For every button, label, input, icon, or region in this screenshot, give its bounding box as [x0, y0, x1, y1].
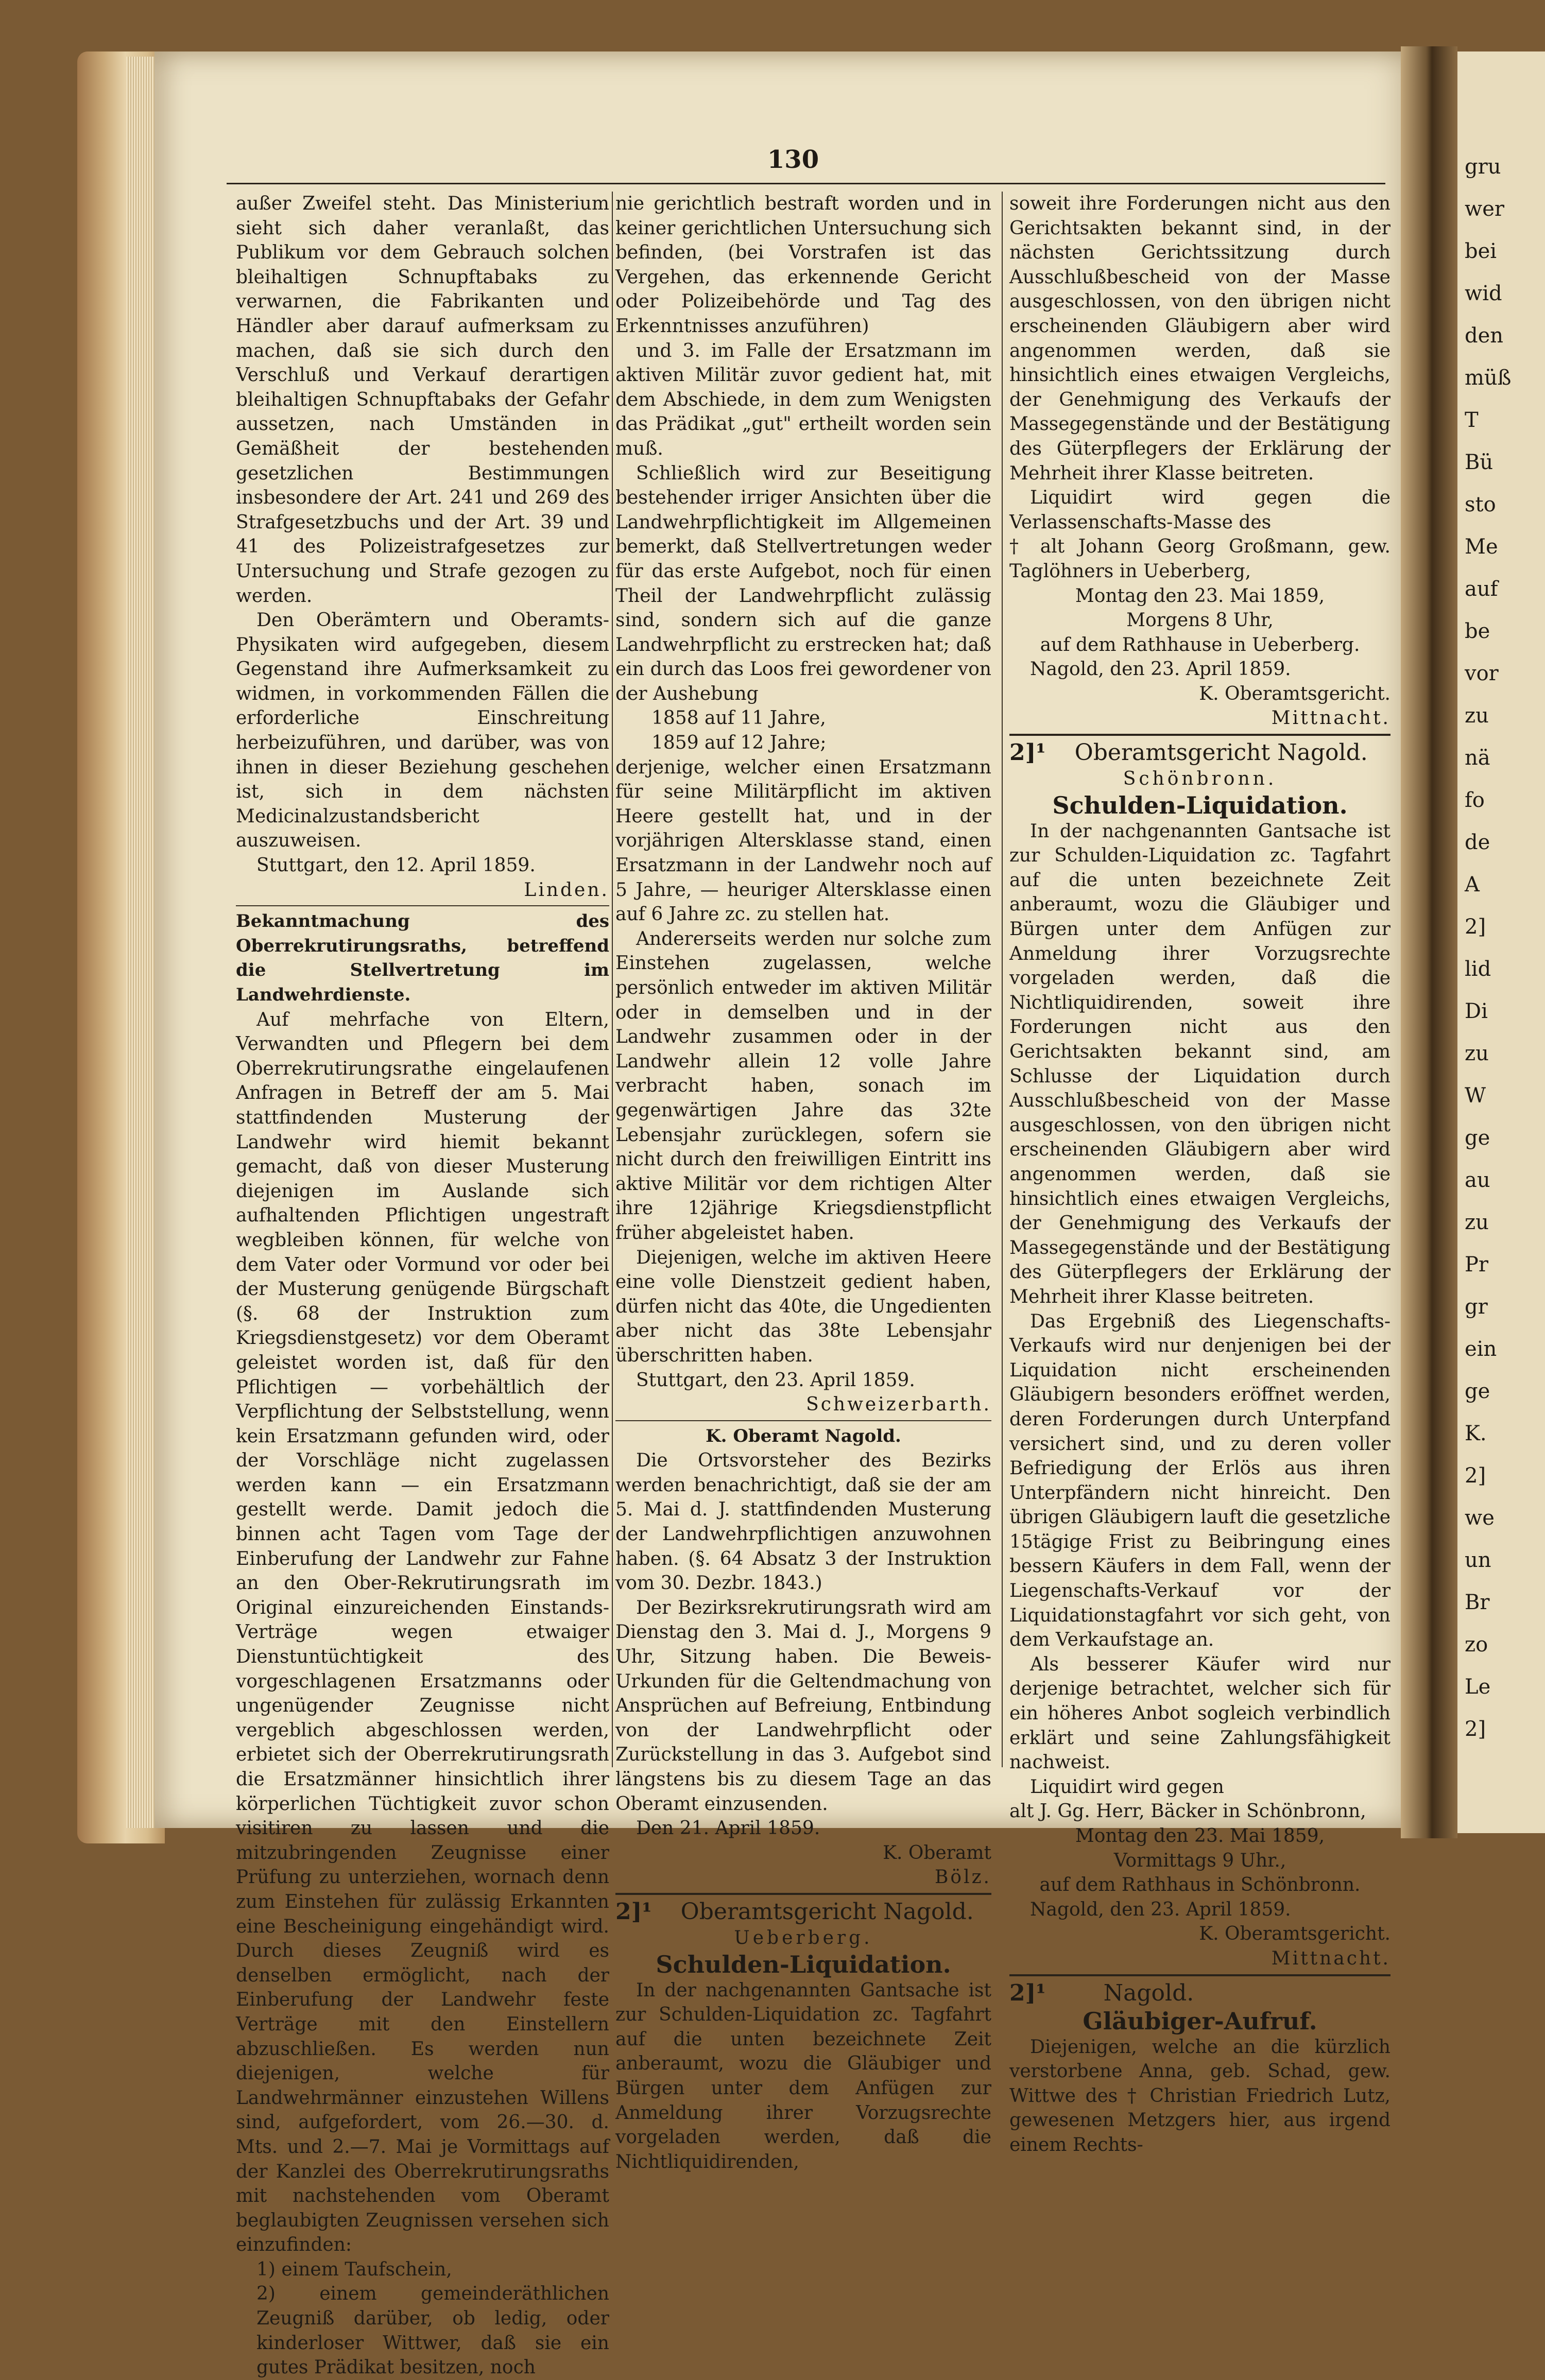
list-item: 1) einem Taufschein, — [256, 2258, 452, 2280]
section-rule — [1009, 734, 1390, 736]
facing-page-fragment: zo — [1465, 1633, 1488, 1657]
facing-page-fragment: un — [1465, 1548, 1491, 1572]
paragraph: außer Zweifel steht. Das Ministerium sieht sich daher veranlaßt, das Publikum vor dem Gebrauch solchen bleihaltigen Schnupftabaks zu verwarnen, die Fabrikanten und Händler aber darauf aufmerksam zu machen, daß sie sich durch den Verschluß und Verkauf derartigen bleihaltigen Schnupftabaks der Gefahr aussetzen, nach Umständen in Gemäßheit der bestehenden gesetzlichen Bestimmungen insbesondere der Art. 241 und 269 des Strafgesetzbuchs und der Art. 39 und 41 des Polizeistrafgesetzes zur Untersuchung und Strafe gezogen zu werden. — [236, 193, 609, 607]
section-rule — [1009, 1974, 1390, 1976]
dateline: Nagold, den 23. April 1859. — [1030, 1899, 1291, 1920]
facing-page — [1457, 51, 1545, 1833]
facing-page-fragment: we — [1465, 1506, 1495, 1530]
signature: Bölz. — [934, 1867, 991, 1888]
location-line: auf dem Rathhause in Ueberberg. — [1040, 634, 1360, 656]
facing-page-fragment: 2] — [1465, 915, 1486, 939]
place-name: Nagold. — [1103, 1979, 1194, 2006]
facing-page-fragment: auf — [1465, 577, 1498, 601]
paragraph: Diejenigen, welche im aktiven Heere eine volle Dienstzeit gedient haben, dürfen nicht das 40te, die Ungedienten aber nicht das 38te Lebensjahr überschritten haben. — [615, 1247, 991, 1366]
book-gutter — [1401, 46, 1457, 1838]
facing-page-fragment: gr — [1465, 1295, 1488, 1319]
facing-page-fragment: nä — [1465, 746, 1490, 770]
facing-page-fragment: Pr — [1465, 1253, 1489, 1277]
list-line: 1858 auf 11 Jahre, — [651, 708, 826, 729]
paragraph: Liquidirt wird gegen — [1030, 1776, 1224, 1798]
list-item: 2) einem gemeinderäthlichen Zeugniß darüber, ob ledig, oder kinderloser Wittwer, daß sie ein gutes Prädikat besitzen, noch — [256, 2283, 609, 2378]
list-line: 1859 auf 12 Jahre; — [651, 732, 827, 754]
schedule-line: Vormittags 9 Uhr., — [1113, 1850, 1286, 1871]
facing-page-fragment: be — [1465, 619, 1490, 643]
signature: Schweizerbarth. — [806, 1394, 991, 1416]
column-divider — [1002, 192, 1003, 1767]
signature: K. Oberamtsgericht. — [1199, 1923, 1390, 1945]
notice-title: Gläubiger-Aufruf. — [1083, 2007, 1317, 2035]
notice-title: Schulden-Liquidation. — [1052, 791, 1348, 819]
facing-page-fragment: zu — [1465, 1042, 1489, 1065]
facing-page-fragment: 2] — [1465, 1464, 1486, 1488]
facing-page-fragment: ge — [1465, 1126, 1490, 1150]
paragraph: nie gerichtlich bestraft worden und in keiner gerichtlichen Untersuchung sich befinden, (bei Vorstrafen ist das Vergehen, das erkennende Gericht oder Polizeibehörde und Tag des Erkenntnisses anzuführen) — [615, 193, 991, 337]
paragraph: Liquidirt wird gegen die Verlassenschafts-Masse des — [1009, 487, 1390, 533]
signature: Mittnacht. — [1271, 1947, 1390, 1969]
facing-page-fragment: Bü — [1465, 451, 1494, 474]
notice-number: 2]¹ — [1009, 739, 1046, 766]
paragraph: Als besserer Käufer wird nur derjenige betrachtet, welcher sich für ein höheres Anbot sogleich verbindlich erklärt und seine Zahlungsfähigkeit nachweist. — [1009, 1653, 1390, 1773]
court-name: Oberamtsgericht Nagold. — [1074, 739, 1368, 766]
facing-page-fragment: fo — [1465, 788, 1485, 812]
facing-page-fragment: K. — [1465, 1422, 1487, 1445]
schedule-line: Morgens 8 Uhr, — [1126, 610, 1274, 631]
location-line: auf dem Rathhaus in Schönbronn. — [1039, 1874, 1361, 1896]
column-1 — [236, 192, 609, 2378]
notice-title: Schulden-Liquidation. — [656, 1950, 951, 1978]
paragraph: derjenige, welcher einen Ersatzmann für seine Militärpflicht im aktiven Heere gestellt hat, und in der vorjährigen Altersklasse stand, einen Ersatzmann in der Landwehr noch auf 5 Jahre, — heuriger Altersklasse einen auf 6 Jahre zc. zu stellen hat. — [615, 756, 991, 925]
paragraph: Das Ergebniß des Liegenschafts-Verkaufs wird nur denjenigen bei der Liquidation nicht erscheinenden Gläubigern besonders eröffnet werden, deren Forderungen durch Unterpfand versichert sind, und zu deren voller Befriedigung der Erlös aus ihren Unterpfändern nicht hinreicht. Den übrigen Gläubigern lauft die gesetzliche 15tägige Frist zu Beibringung eines bessern Käufers in dem Fall, wenn der Liegenschafts-Verkauf vor der Liquidationstagfahrt vor sich geht, von dem Verkaufstage an. — [1009, 1310, 1390, 1651]
court-name: Oberamtsgericht Nagold. — [680, 1898, 974, 1925]
facing-page-fragment: vor — [1465, 662, 1499, 685]
signature: K. Oberamtsgericht. — [1199, 683, 1390, 704]
facing-page-fragment: wer — [1465, 197, 1505, 221]
court-heading — [615, 1898, 991, 1926]
facing-page-fragment: sto — [1465, 493, 1496, 516]
facing-page-fragment: au — [1465, 1168, 1490, 1192]
header-rule — [227, 183, 1385, 184]
dateline: Stuttgart, den 12. April 1859. — [256, 855, 536, 876]
section-rule — [615, 1893, 991, 1895]
column-divider — [612, 192, 613, 1767]
facing-page-fragment: ge — [1465, 1379, 1490, 1403]
facing-page-fragment: Le — [1465, 1675, 1491, 1699]
facing-page-fragment: de — [1465, 831, 1490, 854]
paragraph: † alt Johann Georg Großmann, gew. Taglöhners in Ueberberg, — [1009, 536, 1390, 582]
column-3 — [1009, 192, 1390, 2155]
section-heading: Bekanntmachung des Oberrekrutirungsraths, betreffend die Stellvertretung im Landwehrdienste. — [236, 911, 609, 1005]
paragraph: In der nachgenannten Gantsache ist zur Schulden-Liquidation zc. Tagfahrt auf die unten bezeichnete Zeit anberaumt, wozu die Gläubiger und Bürgen unter dem Anfügen zur Anmeldung ihrer Vorzugsrechte vorgeladen werden, daß die Nichtliquidirenden, soweit ihre Forderungen nicht aus den Gerichtsakten bekannt sind, am Schlusse der Liquidation durch Ausschlußbescheid von der Masse ausgeschlossen, von den übrigen nicht erscheinenden Gläubigern aber wird angenommen werden, daß sie hinsichtlich eines etwaigen Vergleichs, der Genehmigung des Verkaufs der Massegegenstände und der Bestätigung des Güterpflegers der Erklärung der Mehrheit ihrer Klasse beitreten. — [1009, 820, 1390, 1307]
facing-page-fragment: Di — [1465, 999, 1488, 1023]
dateline: Stuttgart, den 23. April 1859. — [636, 1369, 915, 1391]
notice-number: 2]¹ — [615, 1898, 652, 1925]
paragraph: In der nachgenannten Gantsache ist zur Schulden-Liquidation zc. Tagfahrt auf die unten bezeichnete Zeit anberaumt, wozu die Gläubiger und Bürgen unter dem Anfügen zur Anmeldung ihrer Vorzugsrechte vorgeladen werden, daß die Nichtliquidirenden, — [615, 1979, 991, 2172]
section-rule — [615, 1420, 991, 1421]
facing-page-fragment: bei — [1465, 239, 1497, 263]
paragraph: Den Oberämtern und Oberamts-Physikaten wird aufgegeben, diesem Gegenstand ihre Aufmerksamkeit zu widmen, in vorkommenden Fällen die erforderliche Einschreitung herbeizuführen, und darüber, was von ihnen in dieser Beziehung geschehen ist, sich in dem nächsten Medicinalzustandsbericht auszuweisen. — [236, 610, 609, 852]
section-heading: K. Oberamt Nagold. — [706, 1425, 901, 1446]
paragraph: Der Bezirksrekrutirungsrath wird am Dienstag den 3. Mai d. J., Morgens 9 Uhr, Sitzung haben. Die Beweis-Urkunden für die Geltendmachung von Ansprüchen auf Befreiung, Entbindung von der Landwehrpflicht oder Zurückstellung in das 3. Aufgebot sind längstens bis zu diesem Tage an das Oberamt einzusenden. — [615, 1597, 991, 1815]
facing-page-fragment: lid — [1465, 957, 1491, 981]
facing-page-fragment: W — [1465, 1084, 1486, 1108]
facing-page-fragment: zu — [1465, 1211, 1489, 1234]
paragraph: Auf mehrfache von Eltern, Verwandten und Pflegern bei dem Oberrekrutirungsrathe eingelaufenen Anfragen in Betreff der am 5. Mai stattfindenden Musterung der Landwehr wird hiemit bekannt gemacht, daß von dieser Musterung diejenigen im Auslande sich aufhaltenden Pflichtigen ungestraft wegbleiben können, für welche von dem Vater oder Vormund vor oder bei der Musterung genügende Bürgschaft (§. 68 der Instruktion zum Kriegsdienstgesetz) vor dem Oberamt geleistet worden ist, daß für den Pflichtigen — vorbehältlich der Verpflichtung der Selbststellung, wenn kein Ersatzmann gefunden wird, oder der Vorschläge nicht zugelassen werden kann — ein Ersatzmann gestellt werde. Damit jedoch die binnen acht Tagen vom Tage der Einberufung der Landwehr zur Fahne an den Ober-Rekrutirungsrath im Original einzureichenden Einstands-Verträge wegen etwaiger Dienstuntüchtigkeit des vorgeschlagenen Ersatzmanns oder ungenügender Zeugnisse nicht vergeblich abgeschlossen werden, erbietet sich der Oberrekrutirungsrath die Ersatzmänner hinsichtlich ihrer körperlichen Tüchtigkeit zuvor schon visitiren zu lassen und die mitzubringenden Zeugnisse einer Prüfung zu unterziehen, wornach denn zum Einstehen für zulässig Erkannten eine Bescheinigung eingehändigt wird. Durch dieses Zeugniß wird es denselben ermöglicht, nach der Einberufung der Landwehr feste Verträge mit den Einstellern abzuschließen. Es werden nun diejenigen, welche für Landwehrmänner einzustehen Willens sind, aufgefordert, vom 26.—30. d. Mts. und 2.—7. Mai je Vormittags auf der Kanzlei des Oberrekrutirungsraths mit nachstehenden vom Oberamt beglaubigten Zeugnissen versehen sich einzufinden: — [236, 1009, 609, 2256]
facing-page-fragment: gru — [1465, 155, 1501, 179]
paragraph: Diejenigen, welche an die kürzlich verstorbene Anna, geb. Schad, gew. Wittwe des † Christian Friedrich Lutz, gewesenen Metzgers hier, aus irgend einem Rechts- — [1009, 2036, 1390, 2155]
section-rule — [236, 905, 609, 906]
schedule-line: Montag den 23. Mai 1859, — [1075, 585, 1325, 607]
notice-number: 2]¹ — [1009, 1979, 1046, 2006]
place-name: Schönbronn. — [1123, 768, 1277, 790]
court-heading — [1009, 1979, 1390, 2007]
facing-page-fragment: T — [1465, 408, 1479, 432]
place-name: Ueberberg. — [734, 1927, 873, 1948]
court-heading — [1009, 739, 1390, 767]
paragraph: Andererseits werden nur solche zum Einstehen zugelassen, welche persönlich entweder im aktiven Militär oder in demselben und in der Landwehr zusammen oder in der Landwehr allein 12 volle Jahre verbracht haben, sonach im gegenwärtigen Jahre das 32te Lebensjahr zurücklegen, sofern sie nicht durch den freiwilligen Eintritt ins aktive Militär vor dem richtigen Alter ihre 12jährige Kriegsdienstpflicht früher abgeleistet haben. — [615, 928, 991, 1244]
paragraph: soweit ihre Forderungen nicht aus den Gerichtsakten bekannt sind, in der nächsten Gerichtssitzung durch Ausschlußbescheid von der Masse ausgeschlossen, von den übrigen nicht erscheinenden Gläubigern aber wird angenommen werden, daß sie hinsichtlich eines etwaigen Vergleichs, der Genehmigung des Verkaufs der Massegegenstände und der Bestätigung des Güterpflegers der Erklärung der Mehrheit ihrer Klasse beitreten. — [1009, 193, 1390, 484]
facing-page-fragment: Me — [1465, 535, 1498, 559]
facing-page-fragment: müß — [1465, 366, 1512, 390]
facing-page-fragment: zu — [1465, 704, 1489, 728]
signature: Linden. — [524, 879, 609, 901]
dateline: Den 21. April 1859. — [636, 1818, 820, 1839]
schedule-line: Montag den 23. Mai 1859, — [1075, 1825, 1325, 1847]
facing-page-fragment: Br — [1465, 1591, 1490, 1614]
facing-page-fragment: A — [1465, 873, 1480, 896]
paragraph: alt J. Gg. Herr, Bäcker in Schönbronn, — [1009, 1801, 1366, 1822]
facing-page-fragment: ein — [1465, 1337, 1497, 1361]
facing-page-fragment: den — [1465, 324, 1504, 348]
paragraph: und 3. im Falle der Ersatzmann im aktiven Militär zuvor gedient hat, mit dem Abschiede, in dem zum Wenigsten das Prädikat „gut" ertheilt worden sein muß. — [615, 340, 991, 459]
page-number: 130 — [767, 145, 819, 174]
signature: Mittnacht. — [1271, 708, 1390, 729]
facing-page-fragment: 2] — [1465, 1717, 1486, 1741]
facing-page-fragment: wid — [1465, 282, 1502, 305]
paragraph: Die Ortsvorsteher des Bezirks werden benachrichtigt, daß sie der am 5. Mai d. J. stattfindenden Musterung der Landwehrpflichtigen anzuwohnen haben. (§. 64 Absatz 3 der Instruktion vom 30. Dezbr. 1843.) — [615, 1450, 991, 1594]
column-2 — [615, 192, 991, 2172]
dateline: Nagold, den 23. April 1859. — [1030, 659, 1291, 680]
signature: K. Oberamt — [883, 1842, 991, 1864]
paragraph: Schließlich wird zur Beseitigung bestehender irriger Ansichten über die Landwehrpflichtigkeit im Allgemeinen bemerkt, daß Stellvertretungen weder für das erste Aufgebot, noch für einen Theil der Landwehrpflicht zulässig sind, sondern sich auf die ganze Landwehrpflicht zu erstrecken hat; daß ein durch das Loos frei gewordener von der Aushebung — [615, 462, 991, 704]
